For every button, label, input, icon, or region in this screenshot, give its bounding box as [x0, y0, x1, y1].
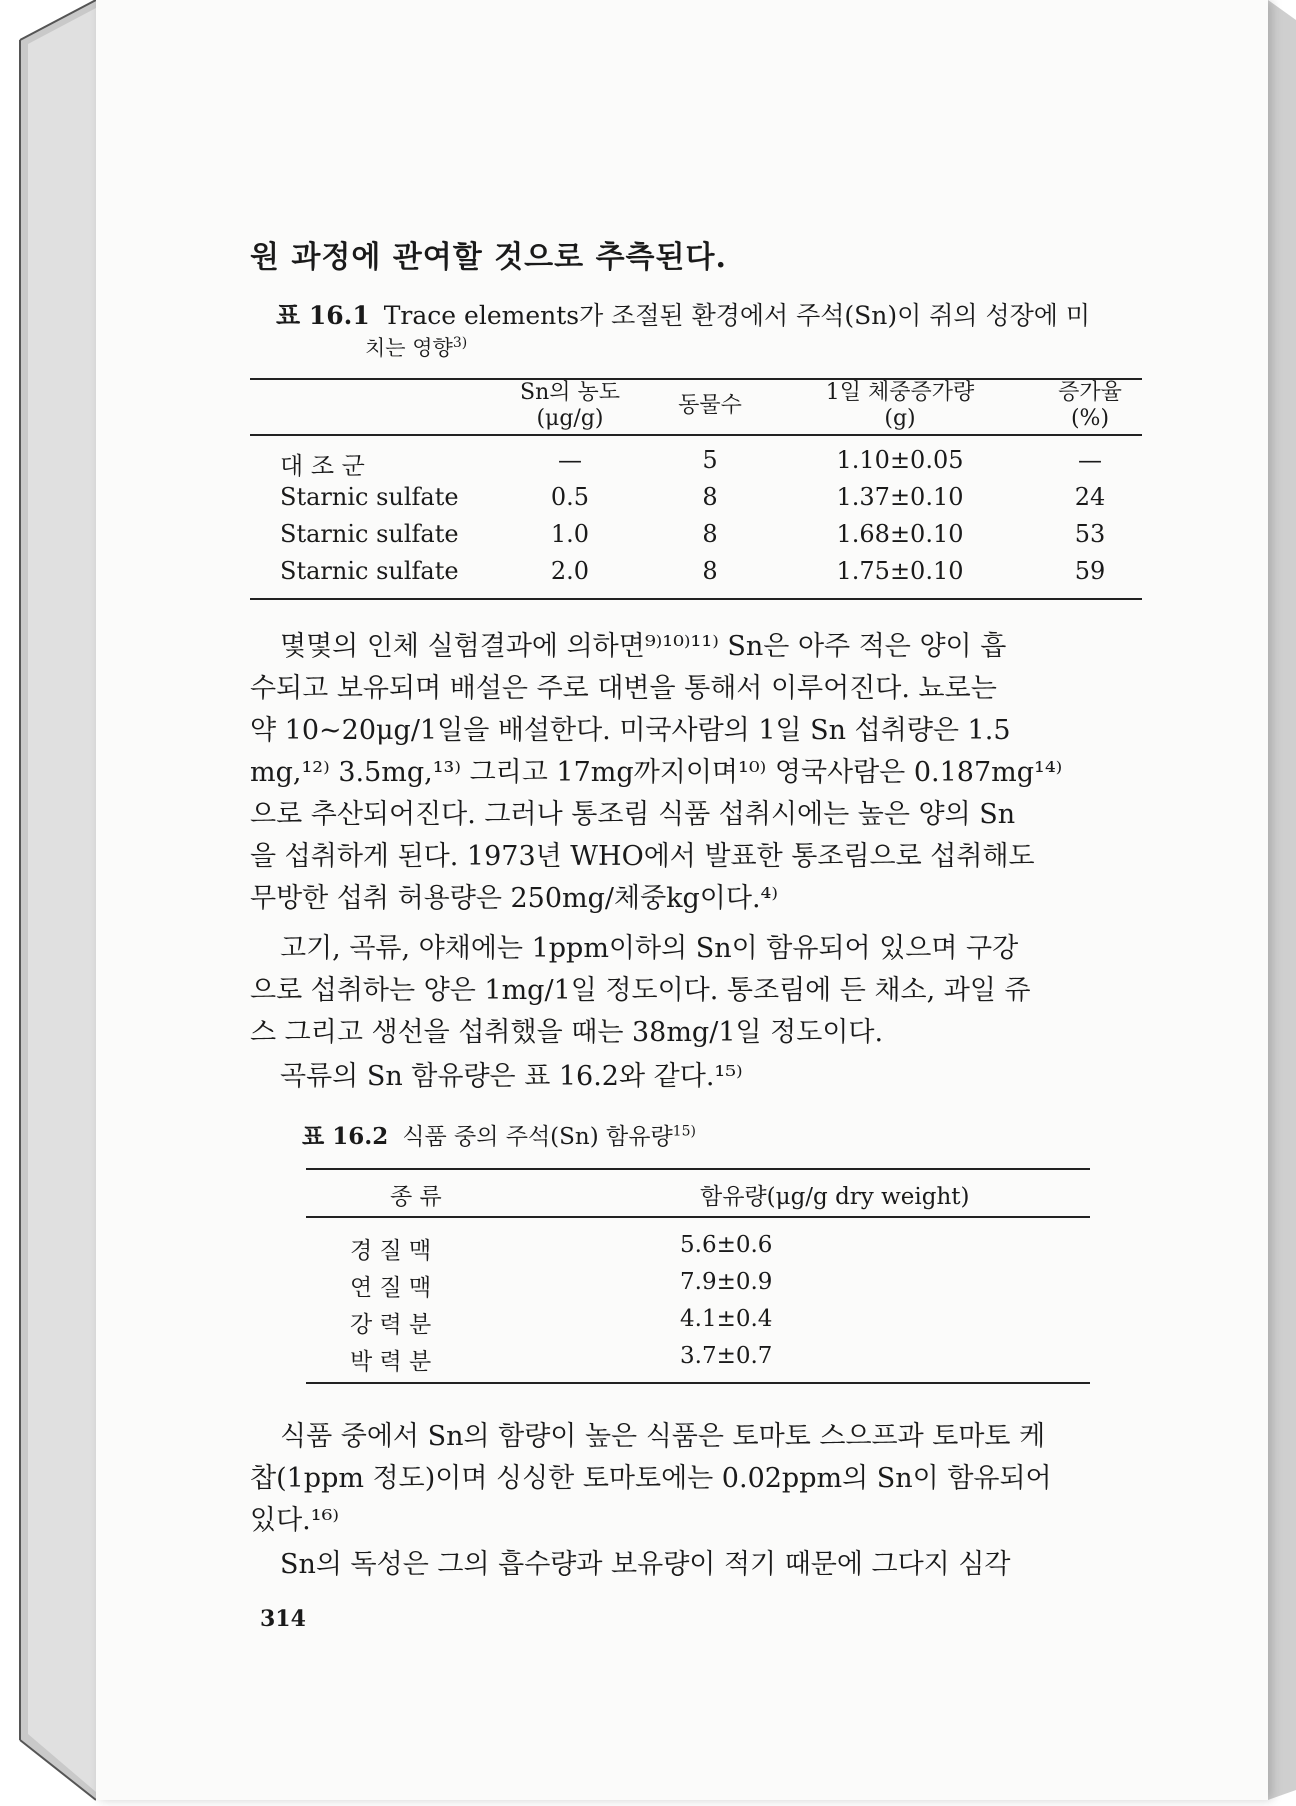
table1-cell-animals: 5: [702, 446, 718, 474]
table2-cell-content: 7.9±0.9: [680, 1269, 773, 1295]
table1-header-concentration-label: Sn의 농도: [520, 380, 620, 405]
paragraph1-line: 을 섭취하게 된다. 1973년 WHO에서 발표한 통조림으로 섭취해도: [250, 841, 1035, 872]
paragraph1-line: 으로 추산되어진다. 그러나 통조림 식품 섭취시에는 높은 양의 Sn: [250, 799, 1016, 830]
paragraph5-line: Sn의 독성은 그의 흡수량과 보유량이 적기 때문에 그다지 심각: [280, 1549, 1011, 1580]
table-row: [350, 1343, 773, 1376]
page-number: 314: [260, 1606, 306, 1632]
paragraph4-line: 있다.¹⁶⁾: [250, 1505, 340, 1536]
table1-label: 표 16.1: [276, 301, 370, 330]
table1-header-weight-gain-label: 1일 체중증가량: [825, 380, 975, 405]
table2-label: 표 16.2: [302, 1123, 389, 1150]
table2-cell-type: 박 력 분: [350, 1349, 432, 1375]
table1-header-increase-unit: (%): [1070, 406, 1110, 431]
table-row: [350, 1306, 773, 1339]
table1-header-increase: [1020, 380, 1160, 432]
table1-caption-line2: 치는 영향: [365, 336, 453, 360]
table1-cell-group: Starnic sulfate: [280, 557, 459, 585]
table1-cell-increase: 53: [1074, 520, 1106, 548]
table2-cell-type: 연 질 맥: [350, 1275, 432, 1301]
table2-cell-content: 3.7±0.7: [680, 1343, 773, 1369]
table1-header-rule: [250, 434, 1142, 436]
table1-cell-increase: —: [1078, 446, 1102, 474]
table1-cell-weight-gain: 1.37±0.10: [836, 483, 964, 511]
table1-header-concentration: [470, 380, 670, 432]
table1-caption: [276, 296, 1090, 332]
table1-cell-weight-gain: 1.68±0.10: [836, 520, 964, 548]
table1-cell-group: 대 조 군: [280, 452, 365, 480]
table1-header-animals: 동물수: [678, 393, 742, 418]
table1-cell-animals: 8: [702, 557, 718, 585]
paragraph3-line: 곡류의 Sn 함유량은 표 16.2와 같다.¹⁵⁾: [280, 1061, 743, 1092]
table1-header-increase-label: 증가율: [1058, 380, 1122, 405]
table2-header-content: 함유량(μg/g dry weight): [700, 1184, 970, 1210]
table1-cell-animals: 8: [702, 483, 718, 511]
table2-bottom-rule: [306, 1382, 1090, 1384]
paragraph2-line: 고기, 곡류, 야채에는 1ppm이하의 Sn이 함유되어 있으며 구강: [280, 933, 1019, 964]
table1-caption-line1: Trace elements가 조절된 환경에서 주석(Sn)이 쥐의 성장에 미: [383, 301, 1091, 330]
paragraph1-line: 무방한 섭취 허용량은 250mg/체중kg이다.⁴⁾: [250, 883, 779, 914]
paragraph1-line: 몇몇의 인체 실험결과에 의하면⁹⁾¹⁰⁾¹¹⁾ Sn은 아주 적은 양이 흡: [280, 631, 1007, 662]
table1-header-concentration-unit: (μg/g): [536, 406, 604, 431]
table1-cell-concentration: 1.0: [550, 520, 590, 548]
table2-caption: [302, 1118, 696, 1151]
table2-cell-type: 경 질 맥: [350, 1238, 432, 1264]
lead-line: 원 과정에 관여할 것으로 추측된다.: [250, 240, 727, 275]
table1-caption-ref: 3): [452, 335, 468, 351]
table2-header-type: 종 류: [390, 1184, 442, 1210]
table1-cell-concentration: 2.0: [550, 557, 590, 585]
table1-cell-group: Starnic sulfate: [280, 520, 459, 548]
table1-header-weight-gain: [790, 380, 1010, 432]
table2-caption-text: 식품 중의 주석(Sn) 함유량: [402, 1124, 673, 1150]
table1-bottom-rule: [250, 598, 1142, 600]
table2-caption-ref: 15): [672, 1123, 696, 1140]
table1-cell-animals: 8: [702, 520, 718, 548]
paragraph1-line: 약 10~20μg/1일을 배설한다. 미국사람의 1일 Sn 섭취량은 1.5: [250, 715, 1011, 746]
table1-cell-increase: 59: [1074, 557, 1106, 585]
paragraph4-line: 식품 중에서 Sn의 함량이 높은 식품은 토마토 스으프과 토마토 케: [280, 1421, 1046, 1452]
table1-cell-weight-gain: 1.75±0.10: [836, 557, 964, 585]
table1-cell-concentration: 0.5: [550, 483, 590, 511]
table2-cell-content: 4.1±0.4: [680, 1306, 773, 1332]
paragraph2-line: 스 그리고 생선을 섭취했을 때는 38mg/1일 정도이다.: [250, 1017, 884, 1048]
paragraph1-line: mg,¹²⁾ 3.5mg,¹³⁾ 그리고 17mg까지이며¹⁰⁾ 영국사람은 0.187mg¹⁴⁾: [250, 757, 1063, 788]
table2-top-rule: [306, 1168, 1090, 1170]
table1-cell-concentration: —: [558, 446, 582, 474]
table1-cell-group: Starnic sulfate: [280, 483, 459, 511]
paragraph4-line: 찹(1ppm 정도)이며 싱싱한 토마토에는 0.02ppm의 Sn이 함유되어: [250, 1463, 1052, 1494]
paragraph2-line: 으로 섭취하는 양은 1mg/1일 정도이다. 통조림에 든 채소, 과일 쥬: [250, 975, 1031, 1006]
table2-cell-type: 강 력 분: [350, 1312, 432, 1338]
paragraph1-line: 수되고 보유되며 배설은 주로 대변을 통해서 이루어진다. 뇨로는: [250, 673, 997, 704]
table-row: [350, 1232, 773, 1265]
table1-header-weight-gain-unit: (g): [884, 406, 916, 431]
table1-caption-continued: [365, 332, 467, 362]
table-row: [350, 1269, 773, 1302]
table1-cell-weight-gain: 1.10±0.05: [836, 446, 964, 474]
table2-header-rule: [306, 1216, 1090, 1218]
table1-cell-increase: 24: [1074, 483, 1106, 511]
table2-cell-content: 5.6±0.6: [680, 1232, 773, 1258]
